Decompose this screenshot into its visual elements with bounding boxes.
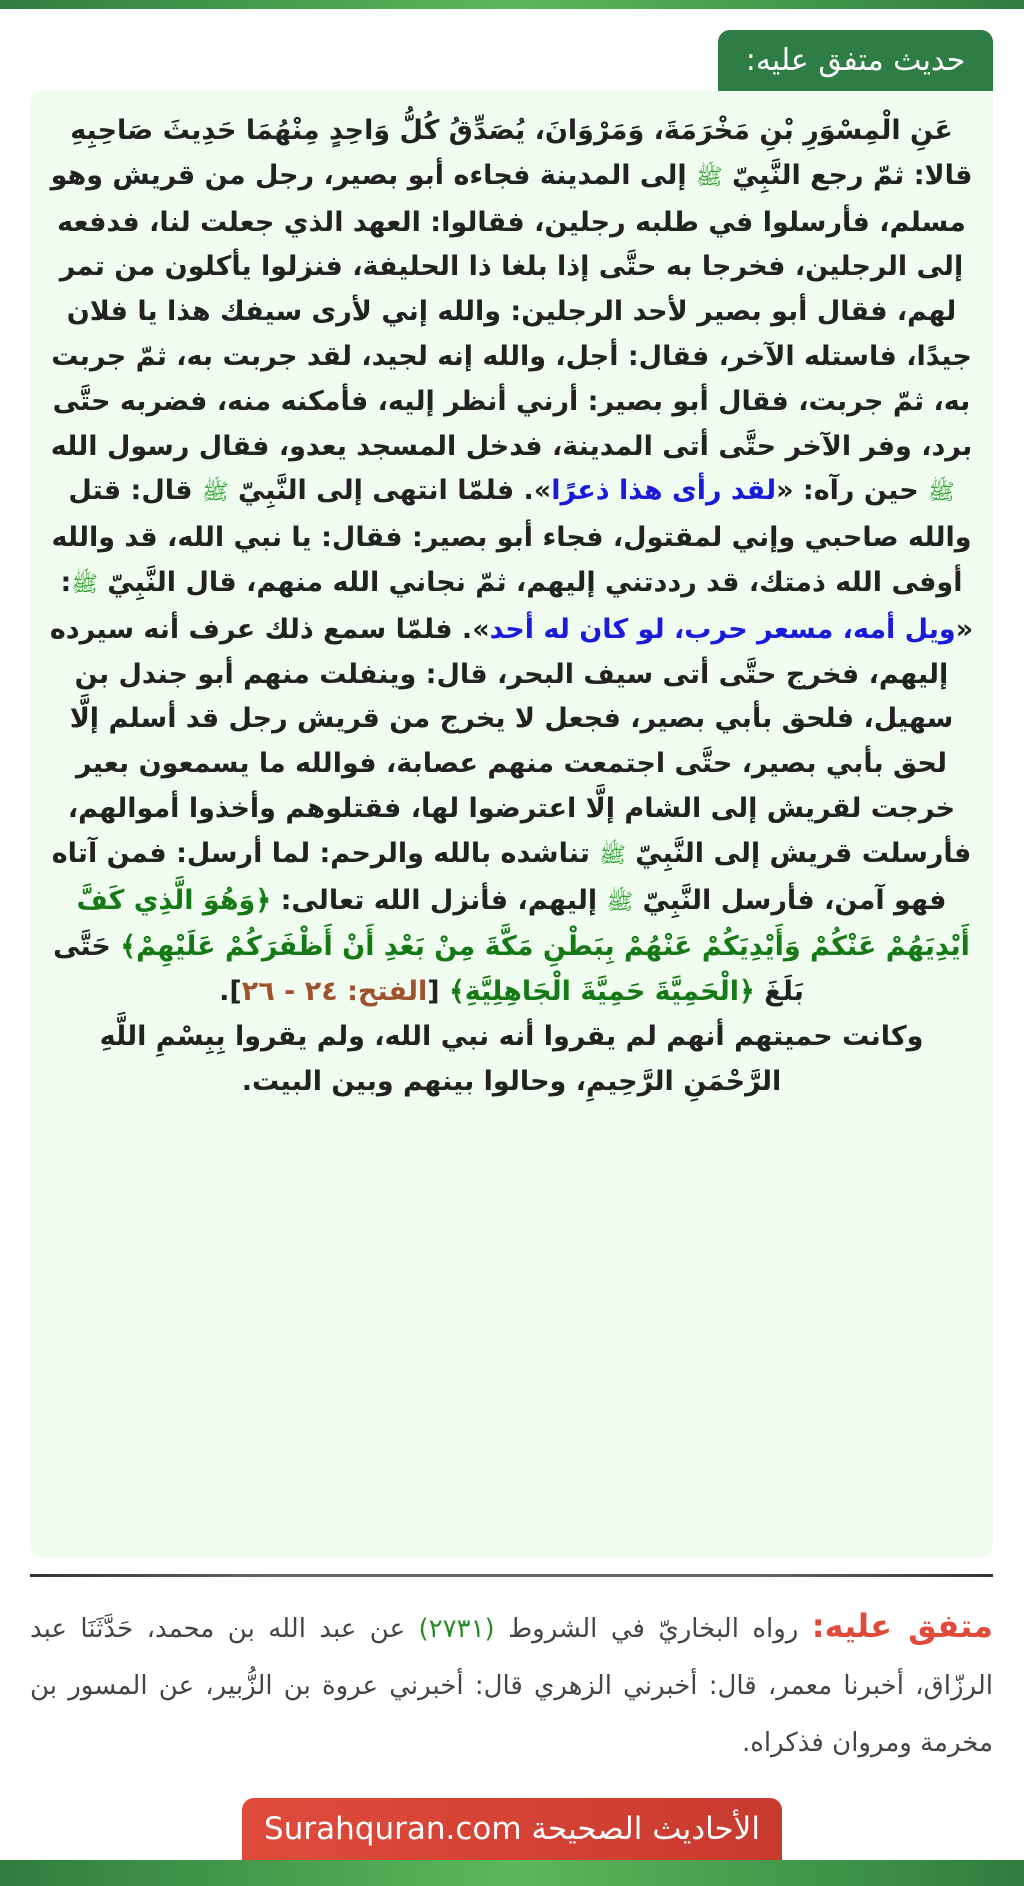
hadith-header-tab: حديث متفق عليه: <box>718 30 993 91</box>
salawat-icon: ﷺ <box>599 842 626 868</box>
hadith-segment: عَنِ الْمِسْوَرِ بْنِ مَخْرَمَةَ، وَمَرْوَانَ، يُصَدِّقُ كُلُّ وَاحِدٍ مِنْهُمَا حَدِيثَ صَاحِبِهِ قالا: ثمّ رجع النَّبِيّ <box>70 115 973 191</box>
bottom-accent-bar <box>0 1860 1024 1886</box>
hadith-segment: وكانت حميتهم أنهم لم يقروا أنه نبي الله، ولم يقروا بِبِسْمِ اللَّهِ الرَّحْمَنِ الرَّحِيمِ، وحالوا بينهم وبين البيت. <box>99 1020 924 1097</box>
salawat-icon: ﷺ <box>71 571 98 597</box>
quran-verse: ﴿الْحَمِيَّةَ حَمِيَّةَ الْجَاهِلِيَّةِ﴾ <box>448 976 755 1008</box>
divider <box>30 1574 993 1577</box>
top-accent-bar <box>0 0 1024 9</box>
hadith-segment: قال: قتل والله صاحبي وإني لمقتول، فجاء أبو بصير: فقال: يا نبي الله، قد والله أوفى الله ذمتك، قد رددتني إليهم، ثمّ نجاني الله منهم، قال النَّبِيّ <box>51 475 972 598</box>
prophet-quote: ويل أمه، مسعر حرب، لو كان له أحد <box>489 613 956 645</box>
hadith-text <box>48 109 975 1105</box>
hadith-number: (٢٧٣١) <box>418 1614 495 1644</box>
quran-verse: ﴿وَهُوَ الَّذِي كَفَّ أَيْدِيَهُمْ عَنْكُمْ وَأَيْدِيَكُمْ عَنْهُمْ بِبَطْنِ مَكَّةَ مِنْ بَعْدِ أَنْ أَظْفَرَكُمْ عَلَيْهِمْ﴾ <box>76 884 970 963</box>
quran-reference: الفتح: ٢٤ - ٢٦ <box>241 976 428 1008</box>
source-label: متفق عليه: <box>811 1607 993 1645</box>
salawat-icon: ﷺ <box>928 480 955 506</box>
hadith-segment: حَتَّى بَلَغَ <box>53 931 804 1008</box>
hadith-segment: ». فلمّا سمع ذلك عرف أنه سيرده إليهم، فخرج حتَّى أتى سيف البحر، قال: وينفلت منهم أبو جندل بن سهيل، فلحق بأبي بصير، فجعل لا يخرج من قريش رجل قد أسلم إلَّا لحق بأبي بصير، حتَّى اجتمعت منهم عصابة، فوالله ما يسمعون بعير خرجت لقريش إلى الشام إلَّا اعترضوا لها، فقتلوهم وأخذوا أموالهم، فأرسلت قريش إلى النَّبِيّ <box>49 613 972 869</box>
source-text-before: رواه البخاريّ في الشروط <box>494 1614 812 1644</box>
hadith-segment: ]. <box>219 976 242 1008</box>
hadith-segment: إليهم، فأنزل الله تعالى: <box>271 884 607 916</box>
salawat-icon: ﷺ <box>202 480 229 506</box>
hadith-segment: حين رآه: « <box>776 475 929 507</box>
hadith-box <box>30 91 993 1557</box>
salawat-icon: ﷺ <box>606 889 634 915</box>
source-text-after: عن عبد الله بن محمد، حَدَّثَنَا عبد الرزّاق، أخبرنا معمر، قال: أخبرني الزهري قال: أخبرني عروة بن الزُّبير، عن المسور بن مخرمة ومروان فذكراه. <box>30 1614 993 1758</box>
hadith-segment: إلى المدينة فجاءه أبو بصير، رجل من قريش وهو مسلم، فأرسلوا في طلبه رجلين، فقالوا: العهد الذي جعلت لنا، فدفعه إلى الرجلين، فخرجا به حتَّى إذا بلغا ذا الحليفة، فنزلوا يأكلون من تمر لهم، فقال أبو بصير لأحد الرجلين: والله إني لأرى سيفك هذا يا فلان جيدًا، فاستله الآخر، فقال: أجل، والله إنه لجيد، لقد جربت به، ثمّ جربت به، ثمّ جربت، فقال أبو بصير: أرني أنظر إليه، فأمكنه منه، فضربه حتَّى برد، وفر الآخر حتَّى أتى المدينة، فدخل المسجد يعدو، فقال رسول الله <box>50 159 973 462</box>
hadith-segment: ». فلمّا انتهى إلى النَّبِيّ <box>228 475 552 507</box>
site-link-button[interactable]: الأحاديث الصحيحة Surahquran.com <box>242 1798 782 1860</box>
hadith-segment: [ <box>427 976 449 1008</box>
prophet-quote: لقد رأى هذا ذعرًا <box>551 475 777 507</box>
hadith-segment: تناشده بالله والرحم: لما أرسل: فمن آتاه فهو آمن، فأرسل النَّبِيّ <box>51 837 947 916</box>
source-citation <box>30 1598 993 1772</box>
hadith-segment: : « <box>60 566 974 645</box>
salawat-icon: ﷺ <box>696 164 723 190</box>
